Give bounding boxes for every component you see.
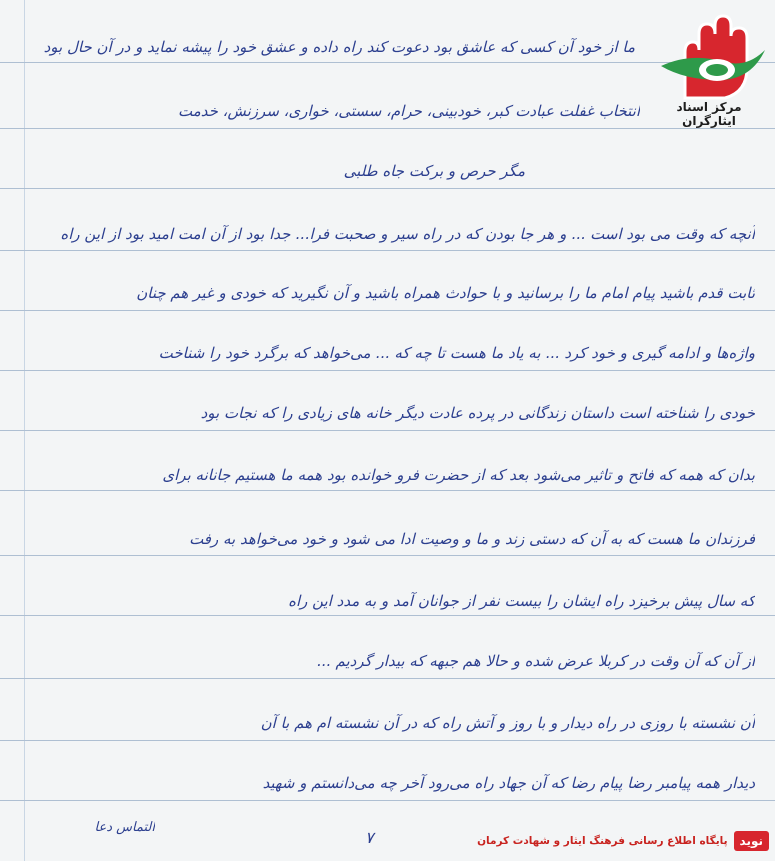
footer-watermark bbox=[477, 827, 769, 855]
ruled-line bbox=[0, 555, 775, 556]
logo-caption: مرکز اسناد ایثارگران bbox=[676, 100, 742, 128]
footer-text: پایگاه اطلاع رسانی فرهنگ ایثار و شهادت کرمان bbox=[477, 835, 728, 847]
ruled-line bbox=[0, 128, 775, 129]
page-number: ۷ bbox=[365, 828, 374, 847]
handwritten-line: آن نشسته با روزی در راه دیدار و با روز و آتش راه که در آن نشسته ام هم با آن bbox=[260, 714, 755, 732]
ruled-line bbox=[0, 800, 775, 801]
handwritten-line: آنچه که وقت می بود است ... و هر جا بودن که در راه سیر و صحبت فرا... جدا بود از آن امت امید بود از این راه bbox=[60, 225, 755, 243]
handwritten-line: دیدار همه پیامبر رضا پیام رضا که آن جهاد راه می‌رود آخر چه می‌دانستم و شهید bbox=[262, 774, 755, 792]
ruled-line bbox=[0, 678, 775, 679]
handwritten-line: خودی را شناخته است داستان زندگانی در پرده عادت دیگر خانه های زیادی را که نجات بود bbox=[200, 404, 755, 422]
hand-logo-icon bbox=[655, 6, 767, 106]
handwritten-line: که سال پیش برخیزد راه ایشان را بیست نفر از جوانان آمد و به مدد این راه bbox=[288, 592, 755, 610]
handwritten-closing: التماس دعا bbox=[94, 820, 155, 835]
ruled-line bbox=[0, 490, 775, 491]
handwritten-line: واژه‌ها و ادامه گیری و خود کرد ... به یاد ما هست تا چه که ... می‌خواهد که برگرد خود را شناخت bbox=[158, 344, 755, 362]
footer-badge: نوید bbox=[734, 831, 769, 851]
handwritten-line: از آن که آن وقت در کربلا عرض شده و حالا هم جبهه که بیدار گردیم ... bbox=[316, 652, 755, 670]
handwritten-line: فرزندان ما هست که به آن که دستی زند و ما و وصیت ادا می شود و خود می‌خواهد به رفت bbox=[189, 530, 755, 548]
ruled-line bbox=[0, 310, 775, 311]
ruled-line bbox=[0, 430, 775, 431]
ruled-line bbox=[0, 250, 775, 251]
handwritten-line: مگر حرص و برکت جاه طلبی bbox=[343, 162, 525, 180]
handwritten-line: انتخاب غفلت عبادت کبر، خودبینی، حرام، سستی، خواری، سرزنش، خدمت bbox=[177, 102, 640, 120]
ruled-line bbox=[0, 740, 775, 741]
ruled-line bbox=[0, 188, 775, 189]
ruled-line bbox=[0, 615, 775, 616]
handwritten-line: بدان که همه که فاتح و تاثیر می‌شود بعد که از حضرت فرو خوانده بود همه ما هستیم جانانه برای bbox=[162, 466, 755, 484]
handwritten-line: ثابت قدم باشید پیام امام ما را برسانید و با حوادث همراه باشید و آن نگیرید که خودی و غیر هم چنان bbox=[136, 284, 755, 302]
ruled-line bbox=[0, 370, 775, 371]
handwritten-line: ما از خود آن کسی که عاشق بود دعوت کند راه داده و عشق خود را پیشه نماید و در آن حال بود bbox=[43, 38, 635, 56]
